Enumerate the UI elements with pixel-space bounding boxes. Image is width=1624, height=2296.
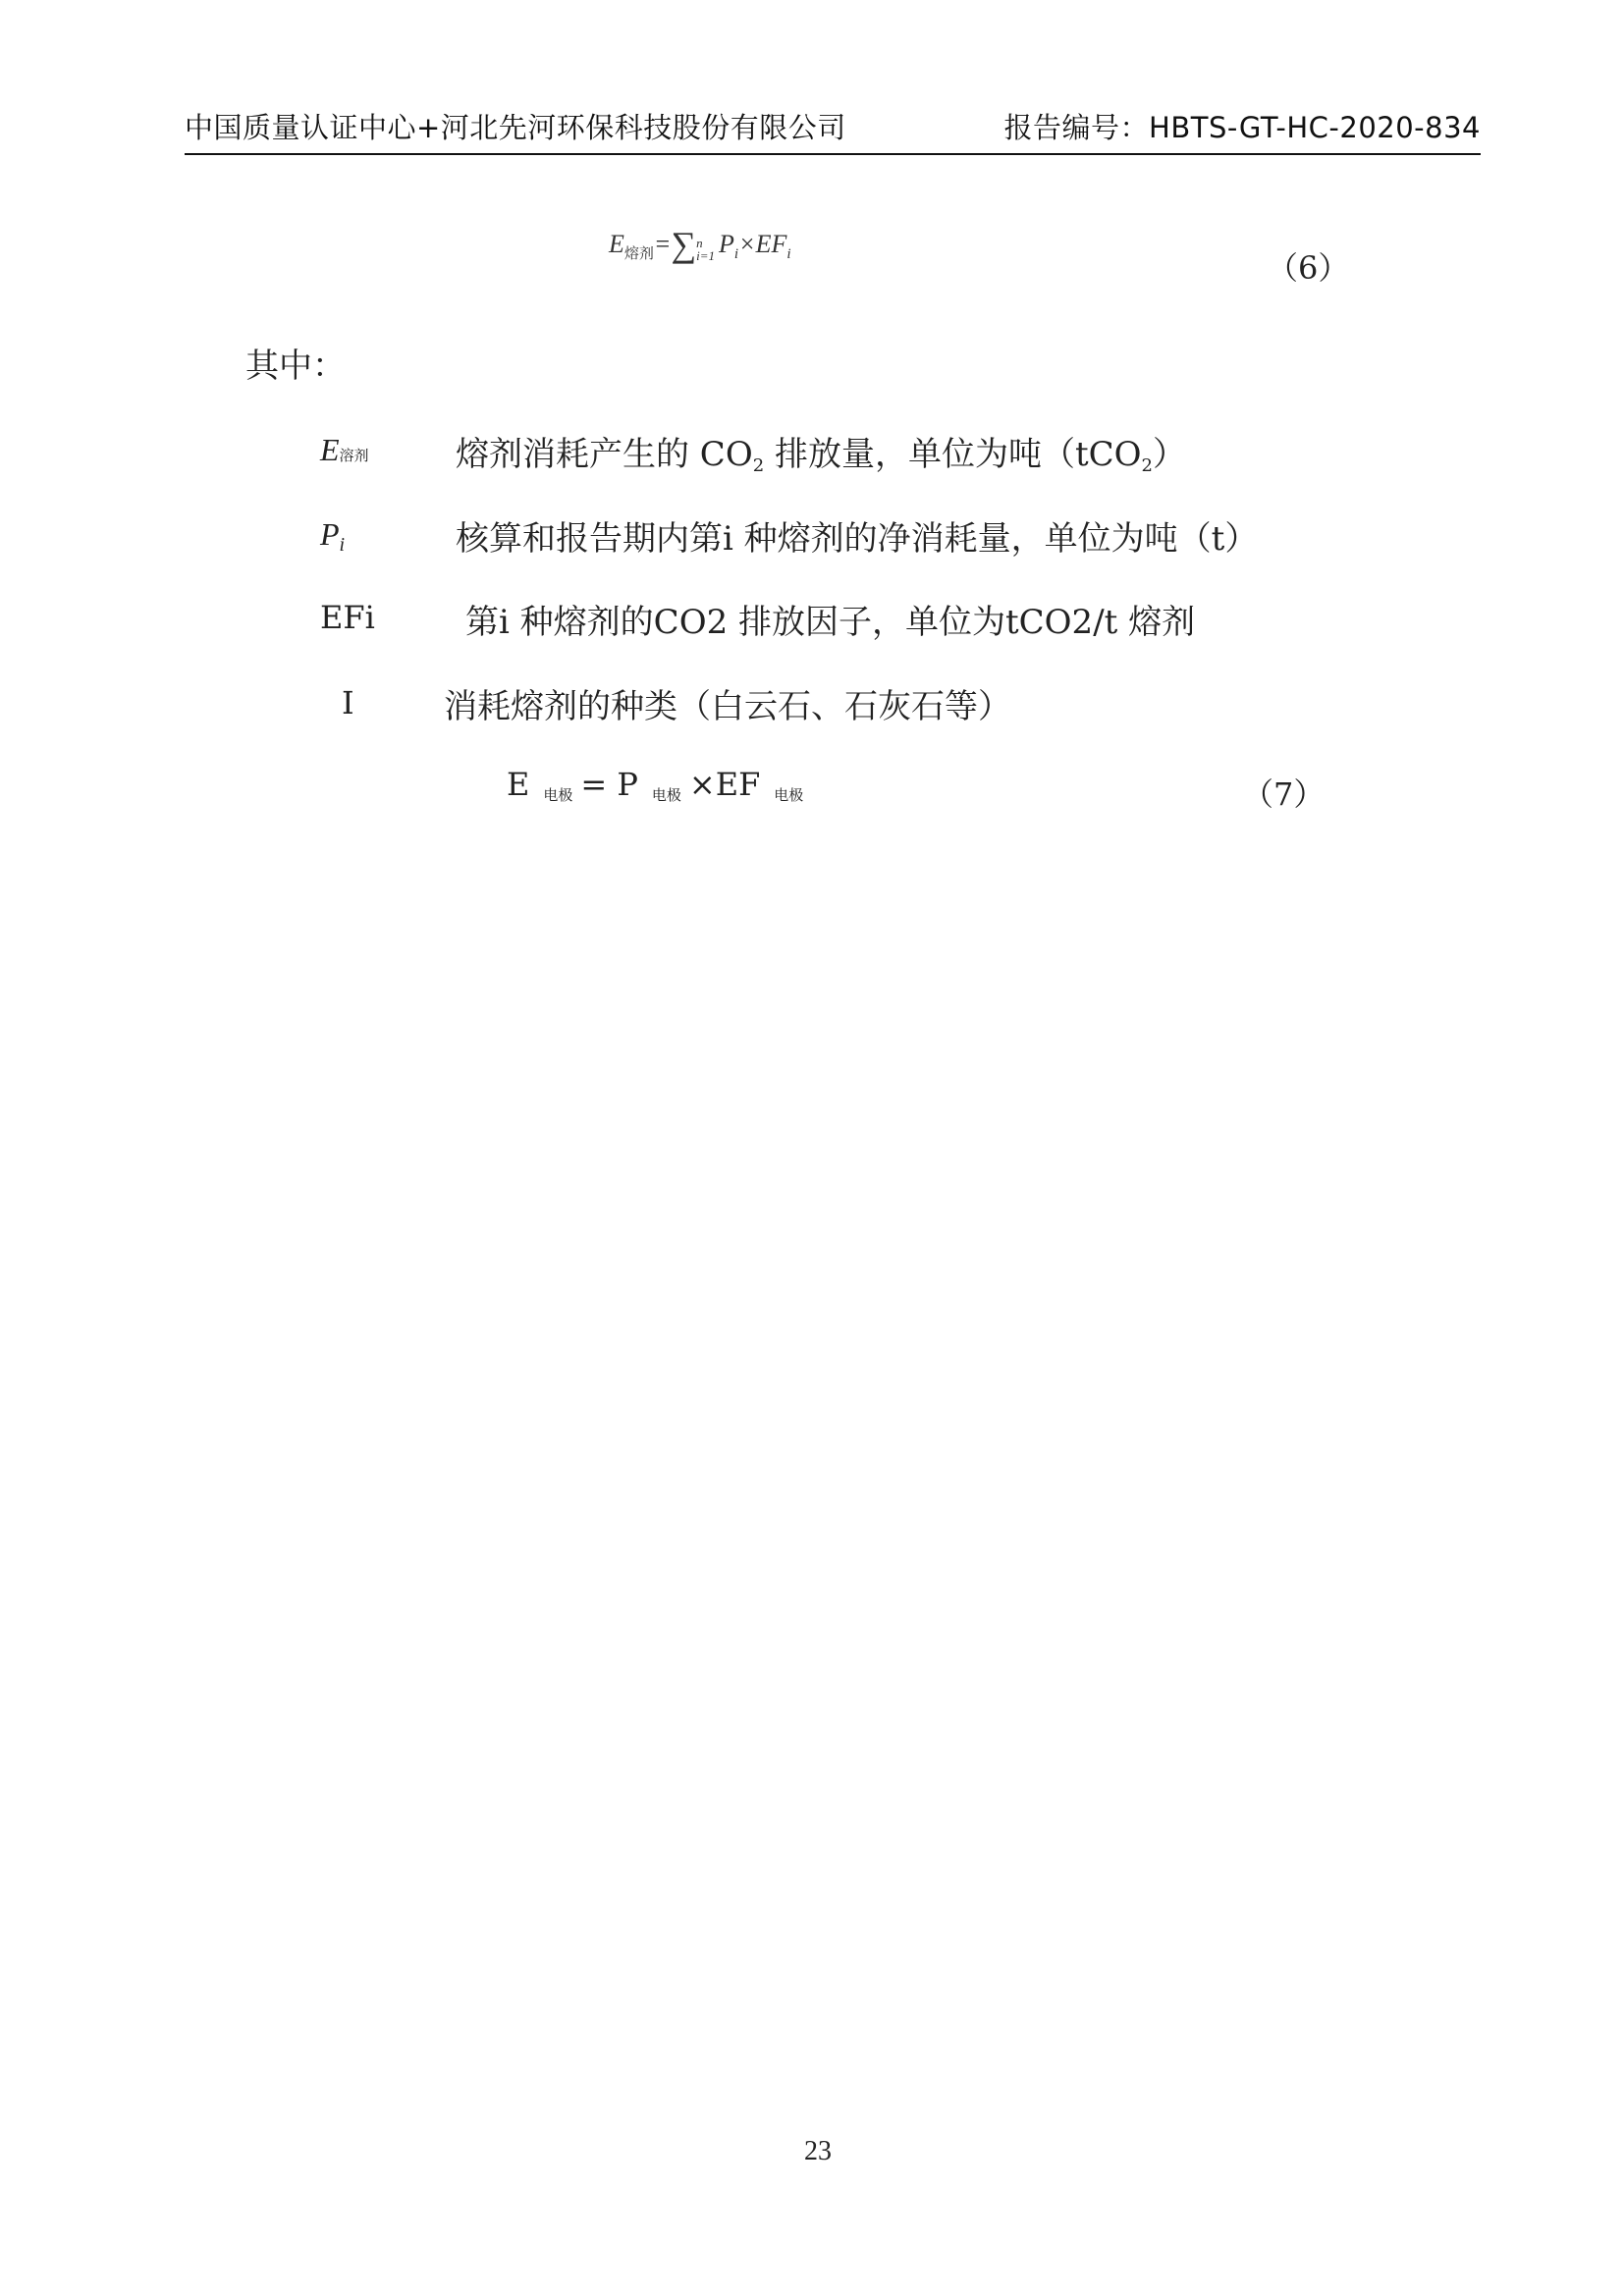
formula7-P-sub: 电极 <box>651 786 681 804</box>
formula6-EF-sub: i <box>786 246 791 262</box>
formula6-equals: = <box>653 230 672 258</box>
formula6-lower: i=1 <box>696 248 716 263</box>
symbol-P: P <box>320 516 340 552</box>
formula6-E: E <box>609 230 624 258</box>
header-rule <box>185 153 1481 155</box>
formula6-sigma: ∑ <box>671 225 697 264</box>
page-header <box>185 106 1481 149</box>
symbol-EFi: EFi <box>320 599 375 636</box>
formula-6 <box>609 224 791 265</box>
definition-1-text: 熔剂消耗产生的 CO <box>456 435 753 474</box>
definition-1-sub2: 2 <box>1141 455 1153 476</box>
formula7-E-sub: 电极 <box>543 786 573 804</box>
equation-number-7: （7） <box>1242 775 1326 813</box>
formula-7 <box>507 766 811 805</box>
intro-text: 其中： <box>245 347 346 386</box>
formula7-times: ×EF <box>688 766 761 803</box>
symbol-P-sub: i <box>339 534 346 556</box>
formula7-EF-sub: 电极 <box>774 786 804 804</box>
equation-number-6: （6） <box>1267 249 1350 287</box>
formula7-E: E <box>507 766 530 803</box>
definition-1-text-end: ） <box>1152 435 1186 474</box>
formula6-limits <box>696 237 715 262</box>
symbol-E: E <box>320 432 340 467</box>
formula6-P-sub: i <box>733 246 739 262</box>
definition-E-flux <box>456 427 1186 476</box>
definition-I: 消耗熔剂的种类（白云石、石灰石等） <box>444 687 1011 726</box>
symbol-P-i <box>320 516 345 557</box>
formula6-times: ×EF <box>738 230 787 258</box>
formula7-eq: = P <box>580 766 638 803</box>
header-report-number: 报告编号：HBTS-GT-HC-2020-834 <box>1003 111 1481 144</box>
symbol-I: I <box>342 684 354 721</box>
definition-1-text-after: 排放量，单位为吨（tCO <box>764 435 1142 474</box>
symbol-E-flux <box>320 432 369 468</box>
definition-EFi: 第i 种熔剂的CO2 排放因子，单位为tCO2/t 熔剂 <box>465 603 1196 642</box>
definition-1-sub: 2 <box>752 455 765 476</box>
formula6-E-sub: 熔剂 <box>623 246 654 262</box>
formula6-P: P <box>719 230 734 258</box>
definition-P-i: 核算和报告期内第i 种熔剂的净消耗量，单位为吨（t） <box>456 519 1259 559</box>
formula6-upper: n <box>696 236 703 250</box>
symbol-E-sub: 溶剂 <box>339 449 369 464</box>
header-organization: 中国质量认证中心+河北先河环保科技股份有限公司 <box>185 111 846 144</box>
page-number: 23 <box>804 2136 832 2166</box>
